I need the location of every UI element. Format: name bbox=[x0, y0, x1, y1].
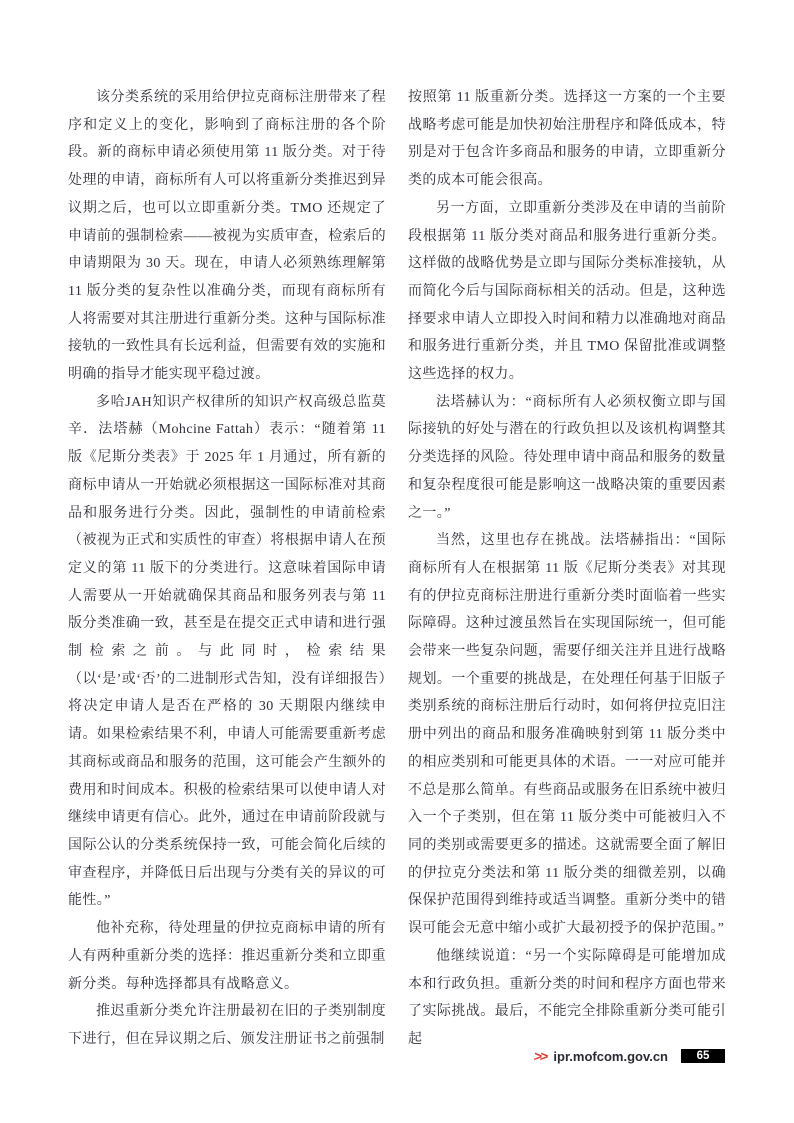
paragraph-fattah-weighing-quote: 法塔赫认为：“商标所有人必须权衡立即与国际接轨的好处与潜在的行政负担以及该机构调整其分类选择的风险。待处理申请中商品和服务的数量和复杂程度很可能是影响这一战略决策的重要因素之一。” bbox=[408, 394, 726, 521]
left-column bbox=[68, 84, 386, 1054]
paragraph-challenges-quote: 当然，这里也存在挑战。法塔赫指出：“国际商标所有人在根据第 11 版《尼斯分类表》对其现有的伊拉克商标注册进行重新分类时面临着一些实际障碍。这种过渡虽然旨在实现国际统一，但可能会带来一些复杂问题，需要仔细关注并且进行战略规划。一个重要的挑战是，在处理任何基于旧版子类别系统的商标注册后行动时，如何将伊拉克旧注册中列出的商品和服务准确映射到第 11 版分类中的相应类别和可能更具体的术语。一一对应可能并不总是那么简单。有些商品或服务在旧系统中被归入一个子类别，但在第 11 版分类中可能被归入不同的类别或需要更多的描述。这就需要全面了解旧的伊拉克分类法和第 11 版分类的细微差别，以确保保护范围得到维持或适当调整。重新分类中的错误可能会无意中缩小或扩大最初授予的保护范围。” bbox=[408, 533, 726, 937]
text-columns bbox=[68, 84, 726, 1054]
paragraph-deferred-reclassification-continued: 按照第 11 版重新分类。选择这一方案的一个主要战略考虑可能是加快初始注册程序和降低成本，特别是对于包含许多商品和服务的申请，立即重新分类的成本可能会很高。 bbox=[408, 90, 726, 189]
paragraph-classification-changes: 该分类系统的采用给伊拉克商标注册带来了程序和定义上的变化，影响到了商标注册的各个阶段。新的商标申请必须使用第 11 版分类。对于待处理的申请，商标所有人可以将重新分类推迟到异议期之后，也可以立即重新分类。TMO 还规定了申请前的强制检索——被视为实质审查，检索后的申请期限为 30 天。现在，申请人必须熟练理解第 11 版分类的复杂性以准确分类，而现有商标所有人将需要对其注册进行重新分类。这种与国际标准接轨的一致性具有长远利益，但需要有效的实施和明确的指导才能实现平稳过渡。 bbox=[68, 90, 386, 383]
page-footer bbox=[534, 1048, 725, 1064]
paragraph-deferred-reclassification: 推迟重新分类允许注册最初在旧的子类别制度下进行，但在异议期之后、颁发注册证书之前强制 bbox=[68, 1004, 386, 1047]
paragraph-continued-obstacles: 他继续说道：“另一个实际障碍是可能增加成本和行政负担。重新分类的时间和程序方面也带来了实际挑战。最后，不能完全排除重新分类可能引起 bbox=[408, 948, 726, 1047]
footer-site-url: ipr.mofcom.gov.cn bbox=[553, 1048, 668, 1064]
paragraph-fattah-quote-intro: 多哈JAH知识产权律所的知识产权高级总监莫辛．法塔赫（Mohcine Fattah）表示：“随着第 11 版《尼斯分类表》于 2025 年 1 月通过，所有新的商标申请从一开始就必须根据这一国际标准对其商品和服务进行分类。因此，强制性的申请前检索（被视为正式和实质性的审查）将根据申请人在预定义的第 11 版下的分类进行。这意味着国际申请人需要从一开始就确保其商品和服务列表与第 11 版分类准确一致，甚至是在提交正式申请和进行强制检索之前。与此同时，检索结果（以‘是’或‘否’的二进制形式告知，没有详细报告）将决定申请人是否在严格的 30 天期限内继续申请。如果检索结果不利，申请人可能需要重新考虑其商标或商品和服务的范围，这可能会产生额外的费用和时间成本。积极的检索结果可以使申请人对继续申请更有信心。此外，通过在申请前阶段就与国际公认的分类系统保持一致，可能会简化后续的审查程序，并降低日后出现与分类有关的异议的可能性。” bbox=[68, 394, 386, 909]
paragraph-two-options: 他补充称，待处理量的伊拉克商标申请的所有人有两种重新分类的选择：推迟重新分类和立即重新分类。每种选择都具有战略意义。 bbox=[68, 921, 386, 992]
page-number-badge: 65 bbox=[681, 1049, 725, 1063]
paragraph-immediate-reclassification: 另一方面，立即重新分类涉及在申请的当前阶段根据第 11 版分类对商品和服务进行重新分类。这样做的战略优势是立即与国际分类标准接轨，从而简化今后与国际商标相关的活动。但是，这种选择要求申请人立即投入时间和精力以准确地对商品和服务进行重新分类，并且 TMO 保留批准或调整这些选择的权力。 bbox=[408, 200, 726, 383]
right-column bbox=[408, 84, 726, 1054]
double-chevron-right-icon: >> bbox=[532, 1048, 548, 1064]
